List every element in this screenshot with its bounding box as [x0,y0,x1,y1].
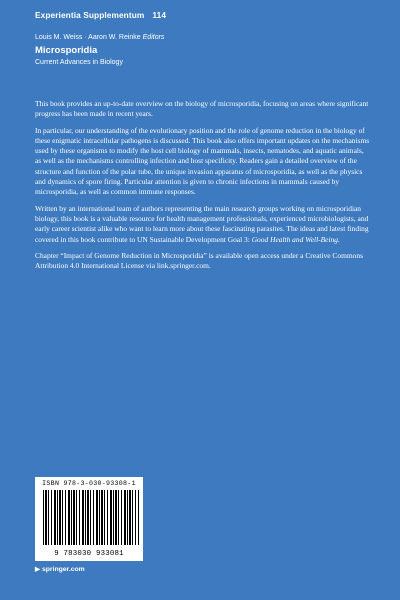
book-title: Microsporidia [35,45,98,56]
series-number: 114 [152,10,167,20]
series-line [35,10,375,20]
book-subtitle: Current Advances in Biology [35,59,123,66]
publisher-url[interactable]: springer.com [42,565,85,573]
sdg-goal: Good Health and Well-Being. [251,234,340,244]
blurb-paragraph-4: Chapter “Impact of Genome Reduction in Microsporidia” is available open access under a Creative Commons Attribution 4.0 International License via link.springer.com. [35,250,363,271]
blurb [35,99,370,277]
barcode-bars [43,490,139,545]
arrow-right-icon: ▶ [35,566,40,573]
isbn-text: ISBN 978-3-030-93308-1 [42,480,136,487]
series-name: Experientia Supplementum [35,10,145,20]
ean-digits: 9 783030 933081 [54,550,124,558]
publisher-footer [35,565,85,573]
blurb-paragraph-3-text: Written by an international team of authors representing the main research groups working on microsporidian biology, this book is a valuable resource for health management professionals, experienced microbiologists, and early career scientist alike who want to learn more about these fascinating parasites. The ideas and latest finding covered in this book contribute to UN Sustainable Development Goal 3: [35,203,369,244]
editor-names: Louis M. Weiss · Aaron W. Reinke [35,34,141,41]
editors-line [35,34,375,41]
blurb-paragraph-1: This book provides an up-to-date overview on the biology of microsporidia, focusing on areas where significant progress has been made in recent years. [35,99,369,119]
editors-role: Editors [142,34,165,41]
barcode-box [35,477,143,561]
blurb-paragraph-3 [35,204,370,245]
cover-header [35,10,375,66]
blurb-paragraph-2: In particular, our understanding of the evolutionary position and the role of genome reduction in the biology of these enigmatic intracellular pathogens is discussed. This book also offers important updates on the mechanisms used by these organisms to modify the host cell biology of mammals, insects, nematodes, and aquatic animals, as well as the mechanisms controlling infection and host specificity. Readers gain a detailed overview of the structure and function of the polar tube, the unique invasion apparatus of microsporidia, as well as the physics and dynamics of spore firing. Particular attention is given to chronic infections in mammals caused by microsporidia, as well as common immune responses. [35,125,370,197]
